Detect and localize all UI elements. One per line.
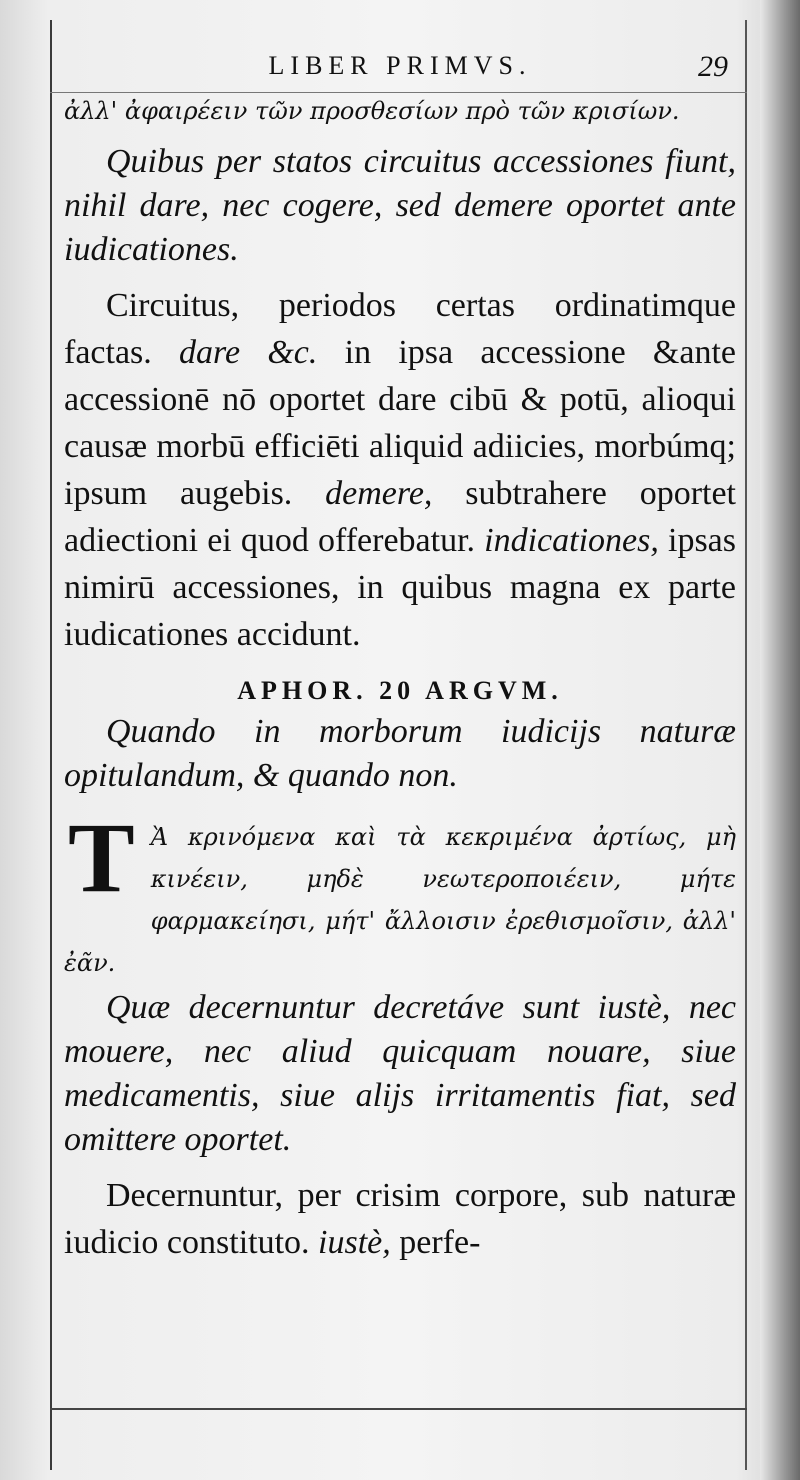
term-demere: demere, bbox=[325, 475, 433, 512]
text-decernuntur-1: per crisim corpore, sub naturæ iudicio constituto. bbox=[64, 1177, 737, 1261]
frame-rule-bottom bbox=[50, 1408, 747, 1410]
term-indicationes: indicationes, bbox=[484, 522, 659, 559]
paragraph-circuitus bbox=[64, 282, 736, 658]
term-iuste: iustè, bbox=[318, 1224, 391, 1261]
aphorism-heading: APHOR. 20 ARGVM. bbox=[237, 676, 563, 705]
text-circuitus-3: subtrahere oportet adiectioni ei quod offerebatur. bbox=[64, 475, 736, 559]
term-circuitus: Circuitus, bbox=[106, 287, 240, 324]
greek-line-top: ἀλλ' ἀφαιρέειν τῶν προσθεσίων πρὸ τῶν κρισίων. bbox=[64, 97, 680, 125]
page-content bbox=[64, 40, 736, 1276]
drop-cap-letter: T bbox=[68, 802, 135, 913]
term-dare: dare &c. bbox=[179, 334, 318, 371]
text-circuitus-2: in ipsa accessione &ante accessionē nō oportet dare cibū & potū, alioqui causæ morbū efficiēti aliquid adiicies, morbúmq; ipsum augebis. bbox=[64, 334, 737, 512]
running-header bbox=[64, 40, 736, 92]
frame-rule-right bbox=[745, 20, 747, 1470]
page-number: 29 bbox=[698, 50, 728, 83]
running-title: LIBER PRIMVS. bbox=[268, 51, 532, 80]
paragraph-quibus: Quibus per statos circuitus accessiones fiunt, nihil dare, nec cogere, sed demere oportet ante iudicationes. bbox=[64, 143, 736, 268]
page-edge-shadow bbox=[760, 0, 800, 1480]
frame-rule-left bbox=[50, 20, 52, 1470]
text-decernuntur-2: perfe- bbox=[399, 1224, 481, 1261]
paragraph-quae: Quæ decernuntur decretáve sunt iustè, nec mouere, nec aliud quicquam nouare, siue medicamentis, siue alijs irritamentis fiat, sed omittere oportet. bbox=[64, 989, 736, 1158]
text-circuitus-1: periodos certas ordinatimque factas. bbox=[64, 287, 737, 371]
paragraph-quando: Quando in morborum iudicijs naturæ opitulandum, & quando non. bbox=[64, 713, 736, 794]
term-decernuntur: Decernuntur, bbox=[106, 1177, 284, 1214]
greek-aphorism-block bbox=[64, 802, 736, 986]
greek-aphorism-text: Ὰ κρινόμενα καὶ τὰ κεκριμένα ἀρτίως, μὴ κινέειν, μηδὲ νεωτεροποιέειν, μήτε φαρμακείησι, μήτ' ἄλλοισιν ἐρεθισμοῖσιν, ἀλλ' ἐᾶν. bbox=[64, 823, 736, 977]
paragraph-decernuntur bbox=[64, 1172, 736, 1266]
text-circuitus-4: ipsas nimirū accessiones, in quibus magna ex parte iudicationes accidunt. bbox=[64, 522, 736, 653]
